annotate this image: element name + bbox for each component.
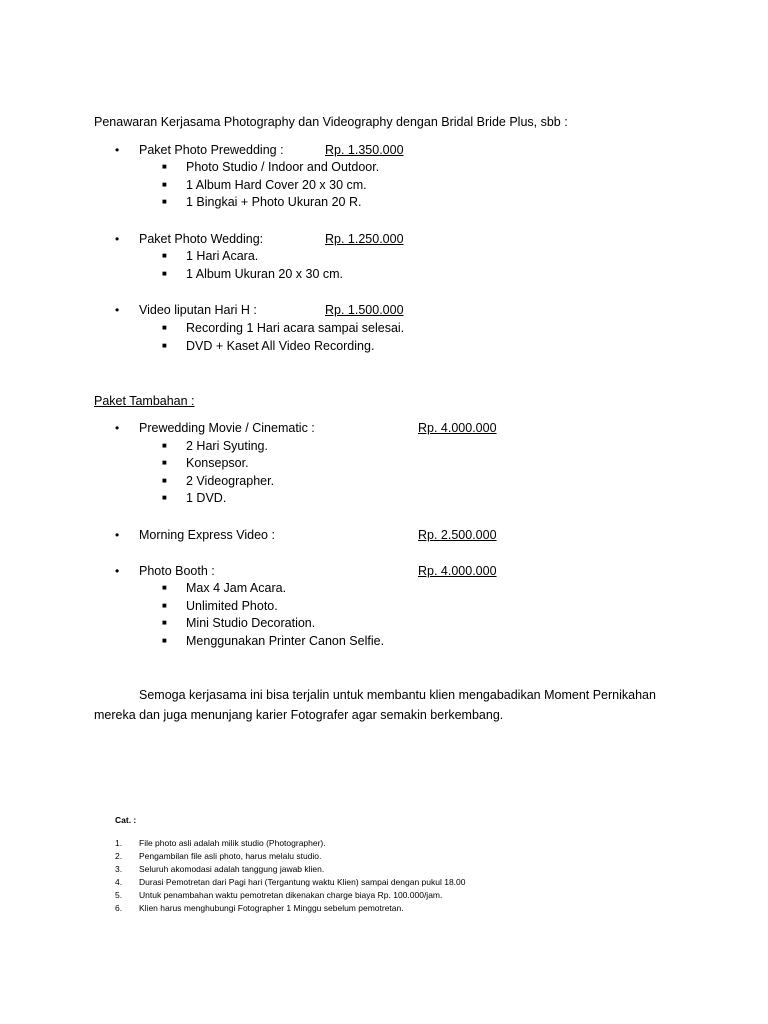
- package-price: Rp. 1.350.000: [325, 143, 404, 157]
- closing-line: mereka dan juga menunjang karier Fotografer agar semakin berkembang.: [94, 708, 504, 722]
- extra-item: Unlimited Photo.: [186, 599, 278, 613]
- square-bullet-icon: ■: [162, 197, 167, 206]
- note-number: 5.: [115, 890, 123, 900]
- extra-name: Prewedding Movie / Cinematic :: [139, 421, 315, 435]
- extra-item: Konsepsor.: [186, 456, 249, 470]
- package-item: 1 Album Hard Cover 20 x 30 cm.: [186, 178, 367, 192]
- extra-item: Menggunakan Printer Canon Selfie.: [186, 634, 385, 648]
- note-number: 2.: [115, 851, 123, 861]
- extra-name: Photo Booth :: [139, 564, 215, 578]
- square-bullet-icon: ■: [162, 493, 167, 502]
- package-name: Paket Photo Wedding:: [139, 232, 264, 246]
- extra-item: 2 Videographer.: [186, 474, 275, 488]
- package-item: 1 Album Ukuran 20 x 30 cm.: [186, 267, 344, 281]
- note-text: File photo asli adalah milik studio (Photographer).: [139, 838, 326, 848]
- package-item: Photo Studio / Indoor and Outdoor.: [186, 160, 380, 174]
- intro-text: Penawaran Kerjasama Photography dan Videography dengan Bridal Bride Plus, sbb :: [94, 115, 568, 129]
- note-number: 4.: [115, 877, 123, 887]
- extra-price: Rp. 4.000.000: [418, 564, 497, 578]
- bullet-icon: •: [115, 303, 120, 317]
- note-number: 1.: [115, 838, 123, 848]
- square-bullet-icon: ■: [162, 636, 167, 645]
- square-bullet-icon: ■: [162, 323, 167, 332]
- bullet-icon: •: [115, 564, 120, 578]
- square-bullet-icon: ■: [162, 251, 167, 260]
- extra-price: Rp. 4.000.000: [418, 421, 497, 435]
- notes-heading: Cat. :: [115, 815, 137, 825]
- package-price: Rp. 1.250.000: [325, 232, 404, 246]
- package-item: Recording 1 Hari acara sampai selesai.: [186, 321, 405, 335]
- square-bullet-icon: ■: [162, 601, 167, 610]
- bullet-icon: •: [115, 143, 120, 157]
- extra-item: Mini Studio Decoration.: [186, 616, 316, 630]
- note-text: Untuk penambahan waktu pemotretan dikenakan charge biaya Rp. 100.000/jam.: [139, 890, 443, 900]
- extra-heading: Paket Tambahan :: [94, 394, 195, 408]
- closing-line: Semoga kerjasama ini bisa terjalin untuk membantu klien mengabadikan Moment Pernikahan: [139, 688, 656, 702]
- note-text: Durasi Pemotretan dari Pagi hari (Tergantung waktu Klien) sampai dengan pukul 18.00: [139, 877, 466, 887]
- extra-item: 1 DVD.: [186, 491, 227, 505]
- square-bullet-icon: ■: [162, 458, 167, 467]
- extra-price: Rp. 2.500.000: [418, 528, 497, 542]
- bullet-icon: •: [115, 421, 120, 435]
- extra-item: 2 Hari Syuting.: [186, 439, 268, 453]
- package-name: Video liputan Hari H :: [139, 303, 257, 317]
- package-price: Rp. 1.500.000: [325, 303, 404, 317]
- note-text: Pengambilan file asli photo, harus melalu studio.: [139, 851, 322, 861]
- package-item: 1 Hari Acara.: [186, 249, 259, 263]
- bullet-icon: •: [115, 528, 120, 542]
- square-bullet-icon: ■: [162, 618, 167, 627]
- square-bullet-icon: ■: [162, 341, 167, 350]
- square-bullet-icon: ■: [162, 441, 167, 450]
- extra-item: Max 4 Jam Acara.: [186, 581, 287, 595]
- note-number: 3.: [115, 864, 123, 874]
- package-item: 1 Bingkai + Photo Ukuran 20 R.: [186, 195, 362, 209]
- note-text: Klien harus menghubungi Fotographer 1 Minggu sebelum pemotretan.: [139, 903, 404, 913]
- square-bullet-icon: ■: [162, 269, 167, 278]
- square-bullet-icon: ■: [162, 583, 167, 592]
- square-bullet-icon: ■: [162, 162, 167, 171]
- note-number: 6.: [115, 903, 123, 913]
- package-name: Paket Photo Prewedding :: [139, 143, 284, 157]
- bullet-icon: •: [115, 232, 120, 246]
- note-text: Seluruh akomodasi adalah tanggung jawab klien.: [139, 864, 325, 874]
- square-bullet-icon: ■: [162, 476, 167, 485]
- square-bullet-icon: ■: [162, 180, 167, 189]
- package-item: DVD + Kaset All Video Recording.: [186, 339, 375, 353]
- extra-name: Morning Express Video :: [139, 528, 275, 542]
